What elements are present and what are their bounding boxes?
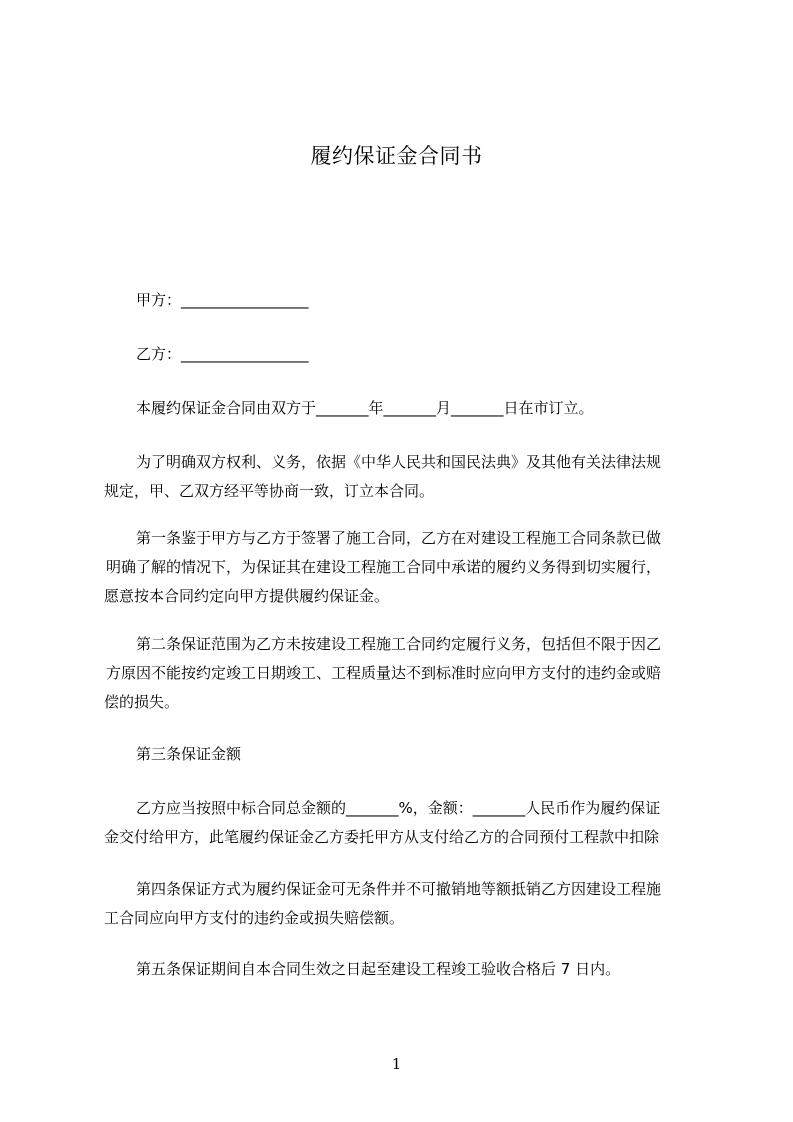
article4-line-1: 第四条保证方式为履约保证金可无条件并不可撤销地等额抵销乙方因建设工程施	[136, 880, 662, 898]
article2-line-3: 偿的损失。	[104, 693, 180, 711]
intro-paragraph: 本履约保证金合同由双方于_______年_______月_______日在市订立。	[136, 399, 594, 417]
page-number: 1	[391, 1055, 402, 1073]
article3-line-1: 乙方应当按照中标合同总金额的_______%，金额：_______人民币作为履约保证	[136, 799, 661, 817]
article2-line-1: 第二条保证范围为乙方未按建设工程施工合同约定履行义务，包括但不限于因乙	[136, 635, 662, 653]
party-b-line: 乙方：_________________	[136, 345, 309, 363]
article1-line-1: 第一条鉴于甲方与乙方于签署了施工合同，乙方在对建设工程施工合同条款已做	[136, 529, 662, 547]
preamble-line-2: 规定，甲、乙双方经平等协商一致，订立本合同。	[104, 482, 435, 500]
article3-line-2: 金交付给甲方，此笔履约保证金乙方委托甲方从支付给乙方的合同预付工程款中扣除	[104, 828, 660, 846]
article1-line-2: 明确了解的情况下，为保证其在建设工程施工合同中承诺的履约义务得到切实履行，	[106, 558, 662, 576]
article5-line: 第五条保证期间自本合同生效之日起至建设工程竣工验收合格后 7 日内。	[136, 960, 621, 978]
article2-line-2: 方原因不能按约定竣工日期竣工、工程质量达不到标准时应向甲方支付的违约金或赔	[106, 664, 662, 682]
preamble-line-1: 为了明确双方权利、义务，依据《中华人民共和国民法典》及其他有关法律法规	[136, 453, 662, 471]
article3-heading: 第三条保证金额	[136, 745, 242, 763]
article4-line-2: 工合同应向甲方支付的违约金或损失赔偿额。	[104, 909, 405, 927]
party-a-line: 甲方：_________________	[136, 291, 309, 309]
document-title: 履约保证金合同书	[310, 144, 483, 168]
article1-line-3: 愿意按本合同约定向甲方提供履约保证金。	[104, 587, 390, 605]
